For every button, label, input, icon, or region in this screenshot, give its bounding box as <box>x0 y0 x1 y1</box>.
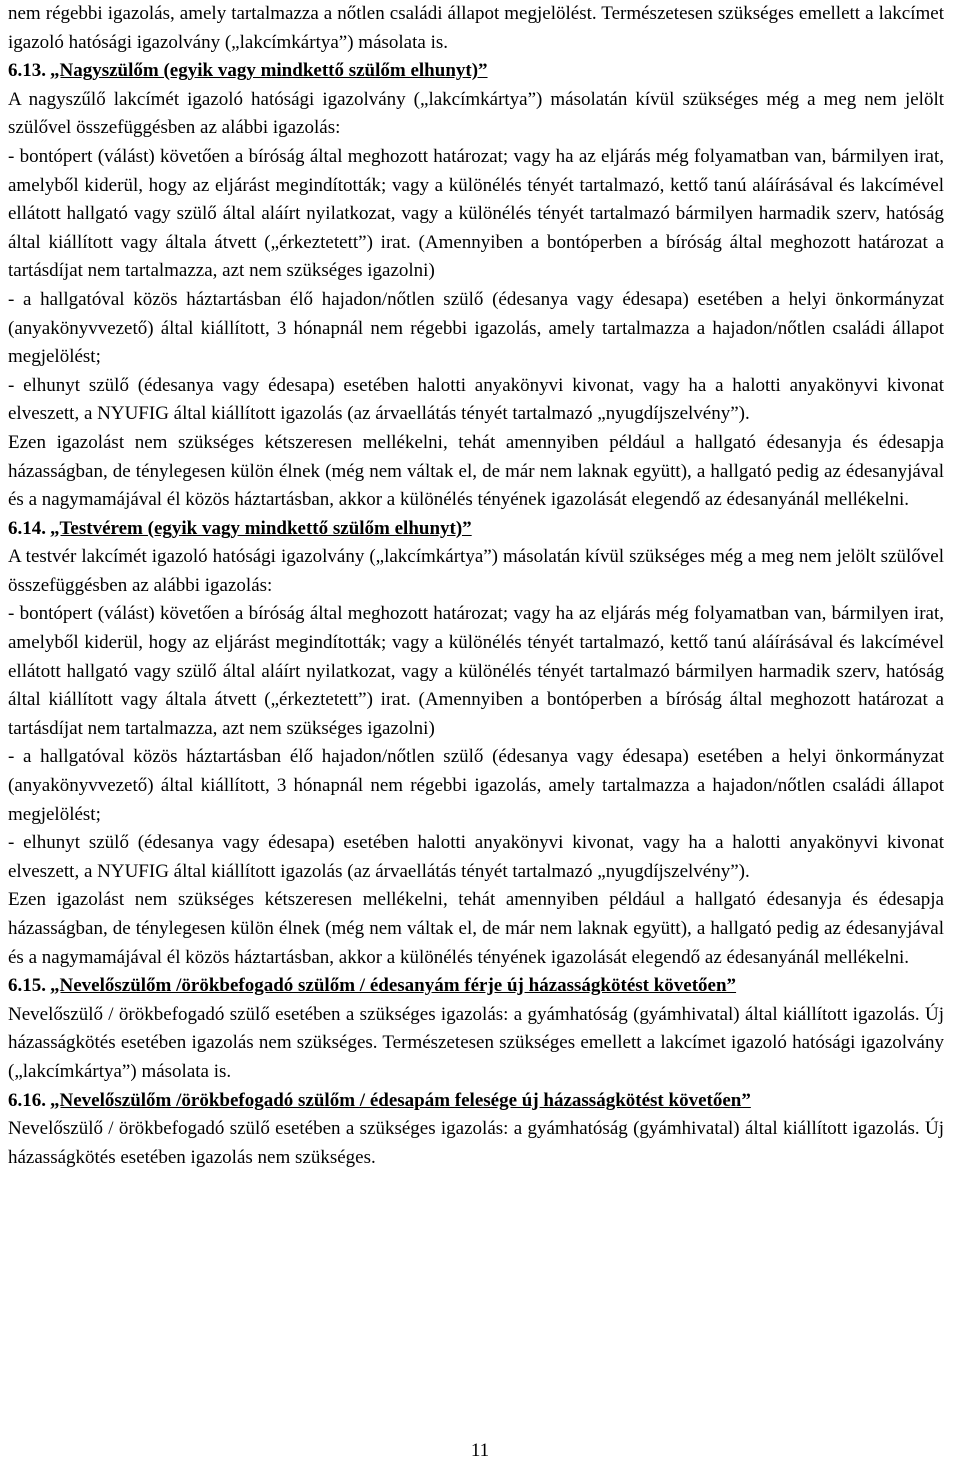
intro-paragraph: nem régebbi igazolás, amely tartalmazza a nőtlen családi állapot megjelölést. Természetesen szükséges emellett a lakcímet igazoló hatósági igazolvány („lakcímkártya”) másolata is. <box>8 3 944 53</box>
section-heading-6-16 <box>8 1087 944 1116</box>
section-number: 6.15. <box>8 975 46 997</box>
section-paragraph: A nagyszűlő lakcímét igazoló hatósági igazolvány („lakcímkártya”) másolatán kívül szükséges még a meg nem jelölt szülővel összefüggésben az alábbi igazolás: <box>8 88 944 139</box>
section-heading-6-13 <box>8 57 944 86</box>
section-paragraph: - elhunyt szülő (édesanya vagy édesapa) esetében halotti anyakönyvi kivonat, vagy ha a halotti anyakönyvi kivonat elveszett, a NYUFIG által kiállított igazolás (az árvaellátás tényét tartalmazó „nyugdíjszelvény”). <box>8 374 944 425</box>
section-number: 6.14. <box>8 517 46 539</box>
document-body <box>8 0 944 1172</box>
page-number: 11 <box>470 1440 490 1461</box>
section-number: 6.13. <box>8 60 46 82</box>
section-paragraph: Ezen igazolást nem szükséges kétszeresen mellékelni, tehát amennyiben például a hallgató édesanyja és édesapja házasságban, de ténylegesen külön élnek (még nem váltak el, de már nem laknak együtt), a hallgató pedig az édesanyjával és a nagymamájával él közös háztartásban, akkor a különélés tényének igazolását elegendő az édesanyánál mellékelni. <box>8 431 944 511</box>
section-paragraph: - bontópert (válást) követően a bíróság által meghozott határozat; vagy ha az eljárás még folyamatban van, bármilyen irat, amelyből kiderül, hogy az eljárást megindították; vagy a különélés tényét tartalmazó, kettő tanú aláírásával és lakcímével ellátott hallgató vagy szülő által aláírt nyilatkozat, vagy a különélés tényét tartalmazó bármilyen harmadik szerv, hatóság által kiállított vagy általa átvett („érkeztetett”) irat. (Amennyiben a bontóperben a bíróság által meghozott határozat a tartásdíjat nem tartalmazza, azt nem szükséges igazolni) <box>8 603 944 739</box>
section-paragraph: - a hallgatóval közös háztartásban élő hajadon/nőtlen szülő (édesanya vagy édesapa) esetében a helyi önkormányzat (anyakönyvvezető) által kiállított, 3 hónapnál nem régebbi igazolás, amely tartalmazza a hajadon/nőtlen családi állapot megjelölést; <box>8 746 944 825</box>
section-paragraph: - bontópert (válást) követően a bíróság által meghozott határozat; vagy ha az eljárás még folyamatban van, bármilyen irat, amelyből kiderül, hogy az eljárást megindították; vagy a különélés tényét tartalmazó, kettő tanú aláírásával és lakcímével ellátott hallgató vagy szülő által aláírt nyilatkozat, vagy a különélés tényét tartalmazó bármilyen harmadik szerv, hatóság által kiállított vagy általa átvett („érkeztetett”) irat. (Amennyiben a bontóperben a bíróság által meghozott határozat a tartásdíjat nem tartalmazza, azt nem szükséges igazolni) <box>8 145 944 282</box>
section-title: „Nevelőszülőm /örökbefogadó szülőm / édesapám felesége új házasságkötést követően” <box>50 1089 751 1111</box>
section-title: „Nevelőszülőm /örökbefogadó szülőm / édesanyám férje új házasságkötést követően” <box>50 975 737 997</box>
section-heading-6-15 <box>8 972 944 1001</box>
section-paragraph: A testvér lakcímét igazoló hatósági igazolvány („lakcímkártya”) másolatán kívül szükséges még a meg nem jelölt szülővel összefüggésben az alábbi igazolás: <box>8 546 944 596</box>
section-paragraph: - a hallgatóval közös háztartásban élő hajadon/nőtlen szülő (édesanya vagy édesapa) esetében a helyi önkormányzat (anyakönyvvezető) által kiállított, 3 hónapnál nem régebbi igazolás, amely tartalmazza a hajadon/nőtlen családi állapot megjelölést; <box>8 288 944 368</box>
section-paragraph: Ezen igazolást nem szükséges kétszeresen mellékelni, tehát amennyiben például a hallgató édesanyja és édesapja házasságban, de ténylegesen külön élnek (még nem váltak el, de már nem laknak együtt), a hallgató pedig az édesanyjával és a nagymamájával él közös háztartásban, akkor a különélés tényének igazolását elegendő az édesanyánál mellékelni. <box>8 889 944 968</box>
section-paragraph: Nevelőszülő / örökbefogadó szülő esetében a szükséges igazolás: a gyámhatóság (gyámhivatal) által kiállított igazolás. Új házasságkötés esetében igazolás nem szükséges. <box>8 1118 944 1168</box>
section-paragraph: Nevelőszülő / örökbefogadó szülő esetében a szükséges igazolás: a gyámhatóság (gyámhivatal) által kiállított igazolás. Új házasságkötés esetében igazolás nem szükséges. Természetesen szükséges emellett a lakcímet igazoló hatósági igazolvány („lakcímkártya”) másolata is. <box>8 1003 944 1082</box>
section-number: 6.16. <box>8 1089 46 1111</box>
section-title: „Nagyszülőm (egyik vagy mindkettő szülőm elhunyt)” <box>50 60 488 82</box>
section-title: „Testvérem (egyik vagy mindkettő szülőm elhunyt)” <box>50 517 472 539</box>
section-heading-6-14 <box>8 515 944 544</box>
section-paragraph: - elhunyt szülő (édesanya vagy édesapa) esetében halotti anyakönyvi kivonat, vagy ha a halotti anyakönyvi kivonat elveszett, a NYUFIG által kiállított igazolás (az árvaellátás tényét tartalmazó „nyugdíjszelvény”). <box>8 832 944 882</box>
